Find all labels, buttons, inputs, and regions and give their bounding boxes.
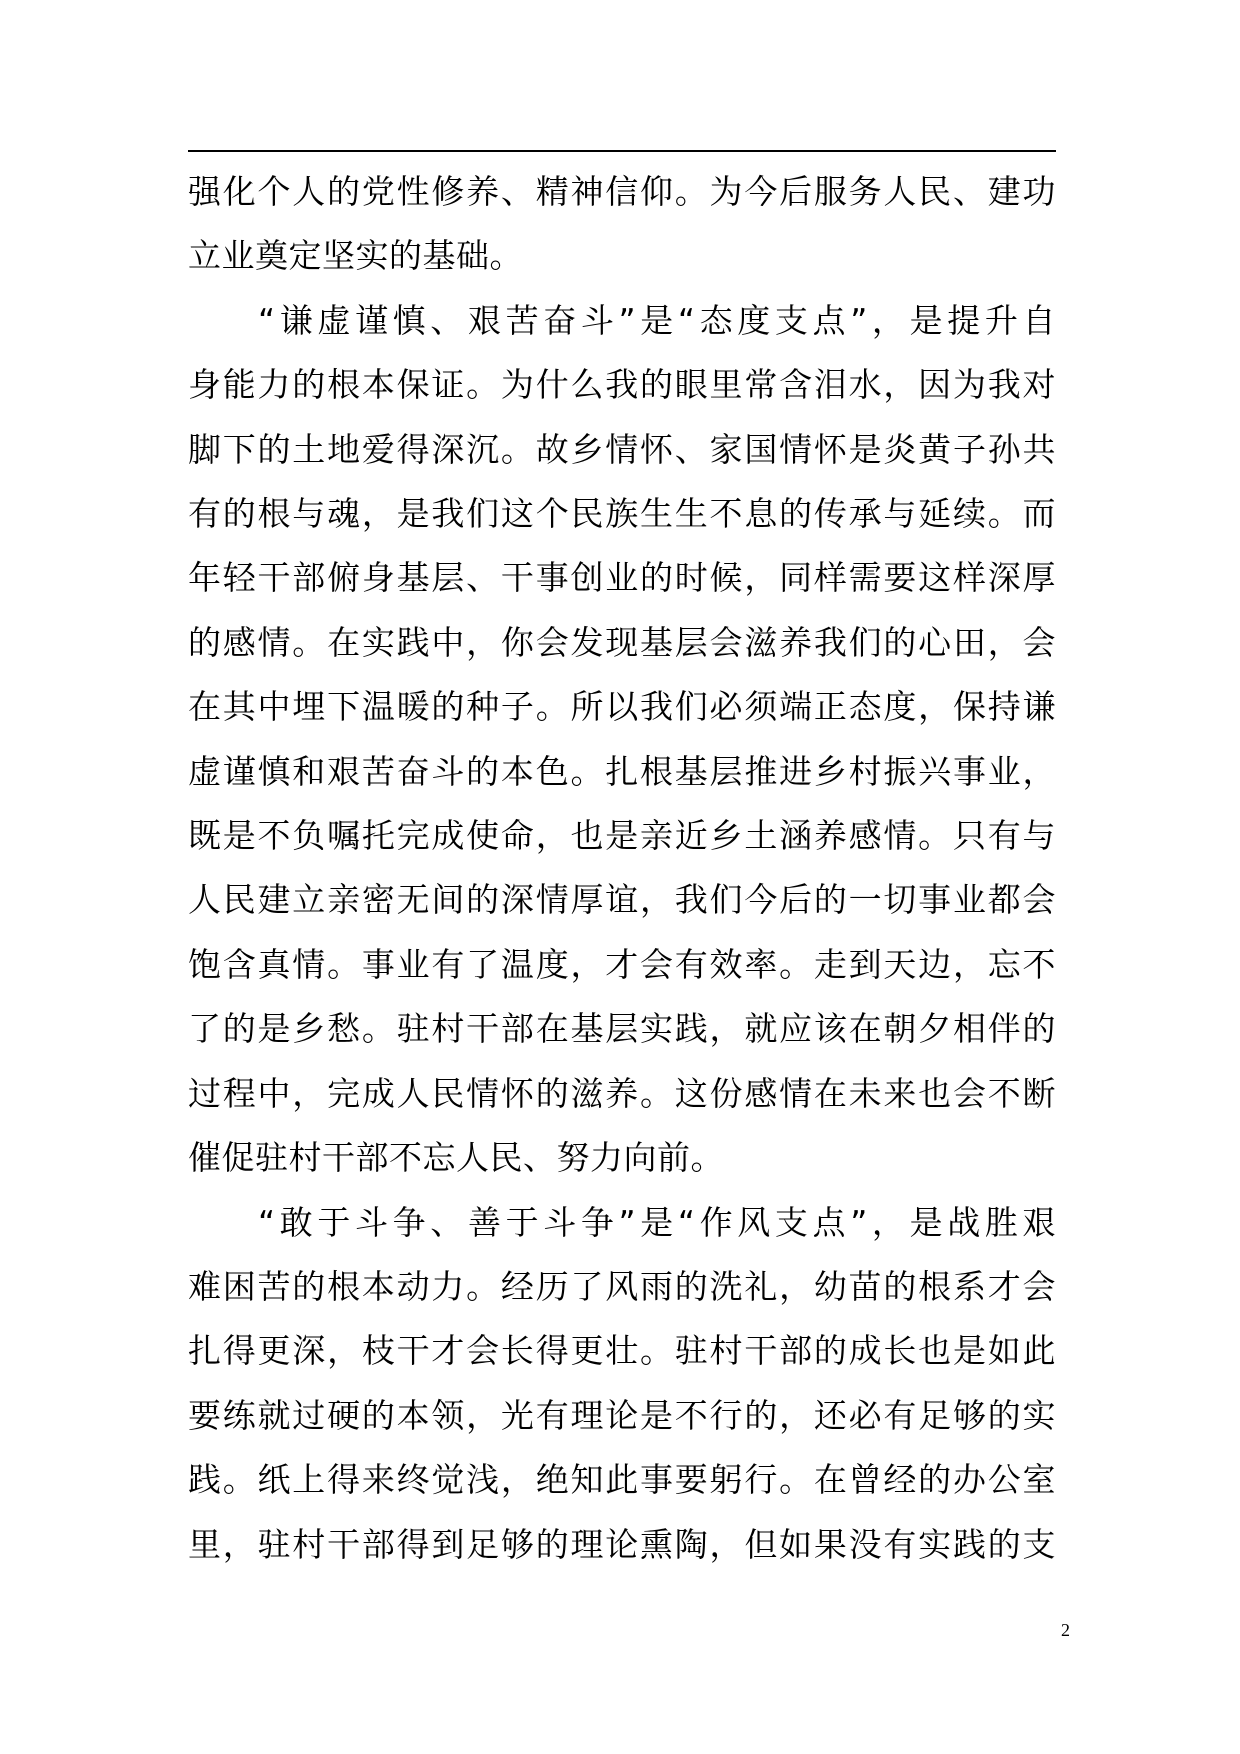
paragraph-3 <box>188 1191 1056 1577</box>
text-line: 立业奠定坚实的基础。 <box>188 236 523 276</box>
text-line: 既是不负嘱托完成使命，也是亲近乡土涵养感情。只有与 <box>188 816 1056 856</box>
text-line: 脚下的土地爱得深沉。故乡情怀、家国情怀是炎黄子孙共 <box>188 429 1056 469</box>
text-line: 难困苦的根本动力。经历了风雨的洗礼，幼苗的根系才会 <box>188 1266 1056 1306</box>
body-text <box>188 160 1056 1577</box>
text-line: 年轻干部俯身基层、干事创业的时候，同样需要这样深厚 <box>188 558 1056 598</box>
text-line: 催促驻村干部不忘人民、努力向前。 <box>188 1138 724 1178</box>
text-line: 身能力的根本保证。为什么我的眼里常含泪水，因为我对 <box>188 365 1056 405</box>
text-line: 在其中埋下温暖的种子。所以我们必须端正态度，保持谦 <box>188 687 1056 727</box>
text-line: 践。纸上得来终觉浅，绝知此事要躬行。在曾经的办公室 <box>188 1460 1056 1500</box>
text-line: “敢于斗争、善于斗争”是“作风支点”，是战胜艰 <box>258 1202 1056 1242</box>
text-line: 强化个人的党性修养、精神信仰。为今后服务人民、建功 <box>188 172 1056 211</box>
header-rule <box>188 150 1056 152</box>
paragraph-1 <box>188 160 1056 289</box>
text-line: 的感情。在实践中，你会发现基层会滋养我们的心田，会 <box>188 622 1056 662</box>
text-line: 饱含真情。事业有了温度，才会有效率。走到天边，忘不 <box>188 944 1056 984</box>
page-number: 2 <box>1061 1620 1070 1640</box>
text-line: 有的根与魂，是我们这个民族生生不息的传承与延续。而 <box>188 494 1056 534</box>
text-line: 过程中，完成人民情怀的滋养。这份感情在未来也会不断 <box>188 1073 1056 1113</box>
text-line: 了的是乡愁。驻村干部在基层实践，就应该在朝夕相伴的 <box>188 1009 1056 1049</box>
text-line: 要练就过硬的本领，光有理论是不行的，还必有足够的实 <box>188 1395 1056 1435</box>
text-line: 虚谨慎和艰苦奋斗的本色。扎根基层推进乡村振兴事业， <box>188 751 1056 791</box>
text-line: 人民建立亲密无间的深情厚谊，我们今后的一切事业都会 <box>188 880 1056 920</box>
text-line: “谦虚谨慎、艰苦奋斗”是“态度支点”，是提升自 <box>258 300 1056 340</box>
text-line: 里，驻村干部得到足够的理论熏陶，但如果没有实践的支 <box>188 1524 1056 1564</box>
text-line: 扎得更深，枝干才会长得更壮。驻村干部的成长也是如此 <box>188 1331 1056 1371</box>
paragraph-2 <box>188 289 1056 1191</box>
